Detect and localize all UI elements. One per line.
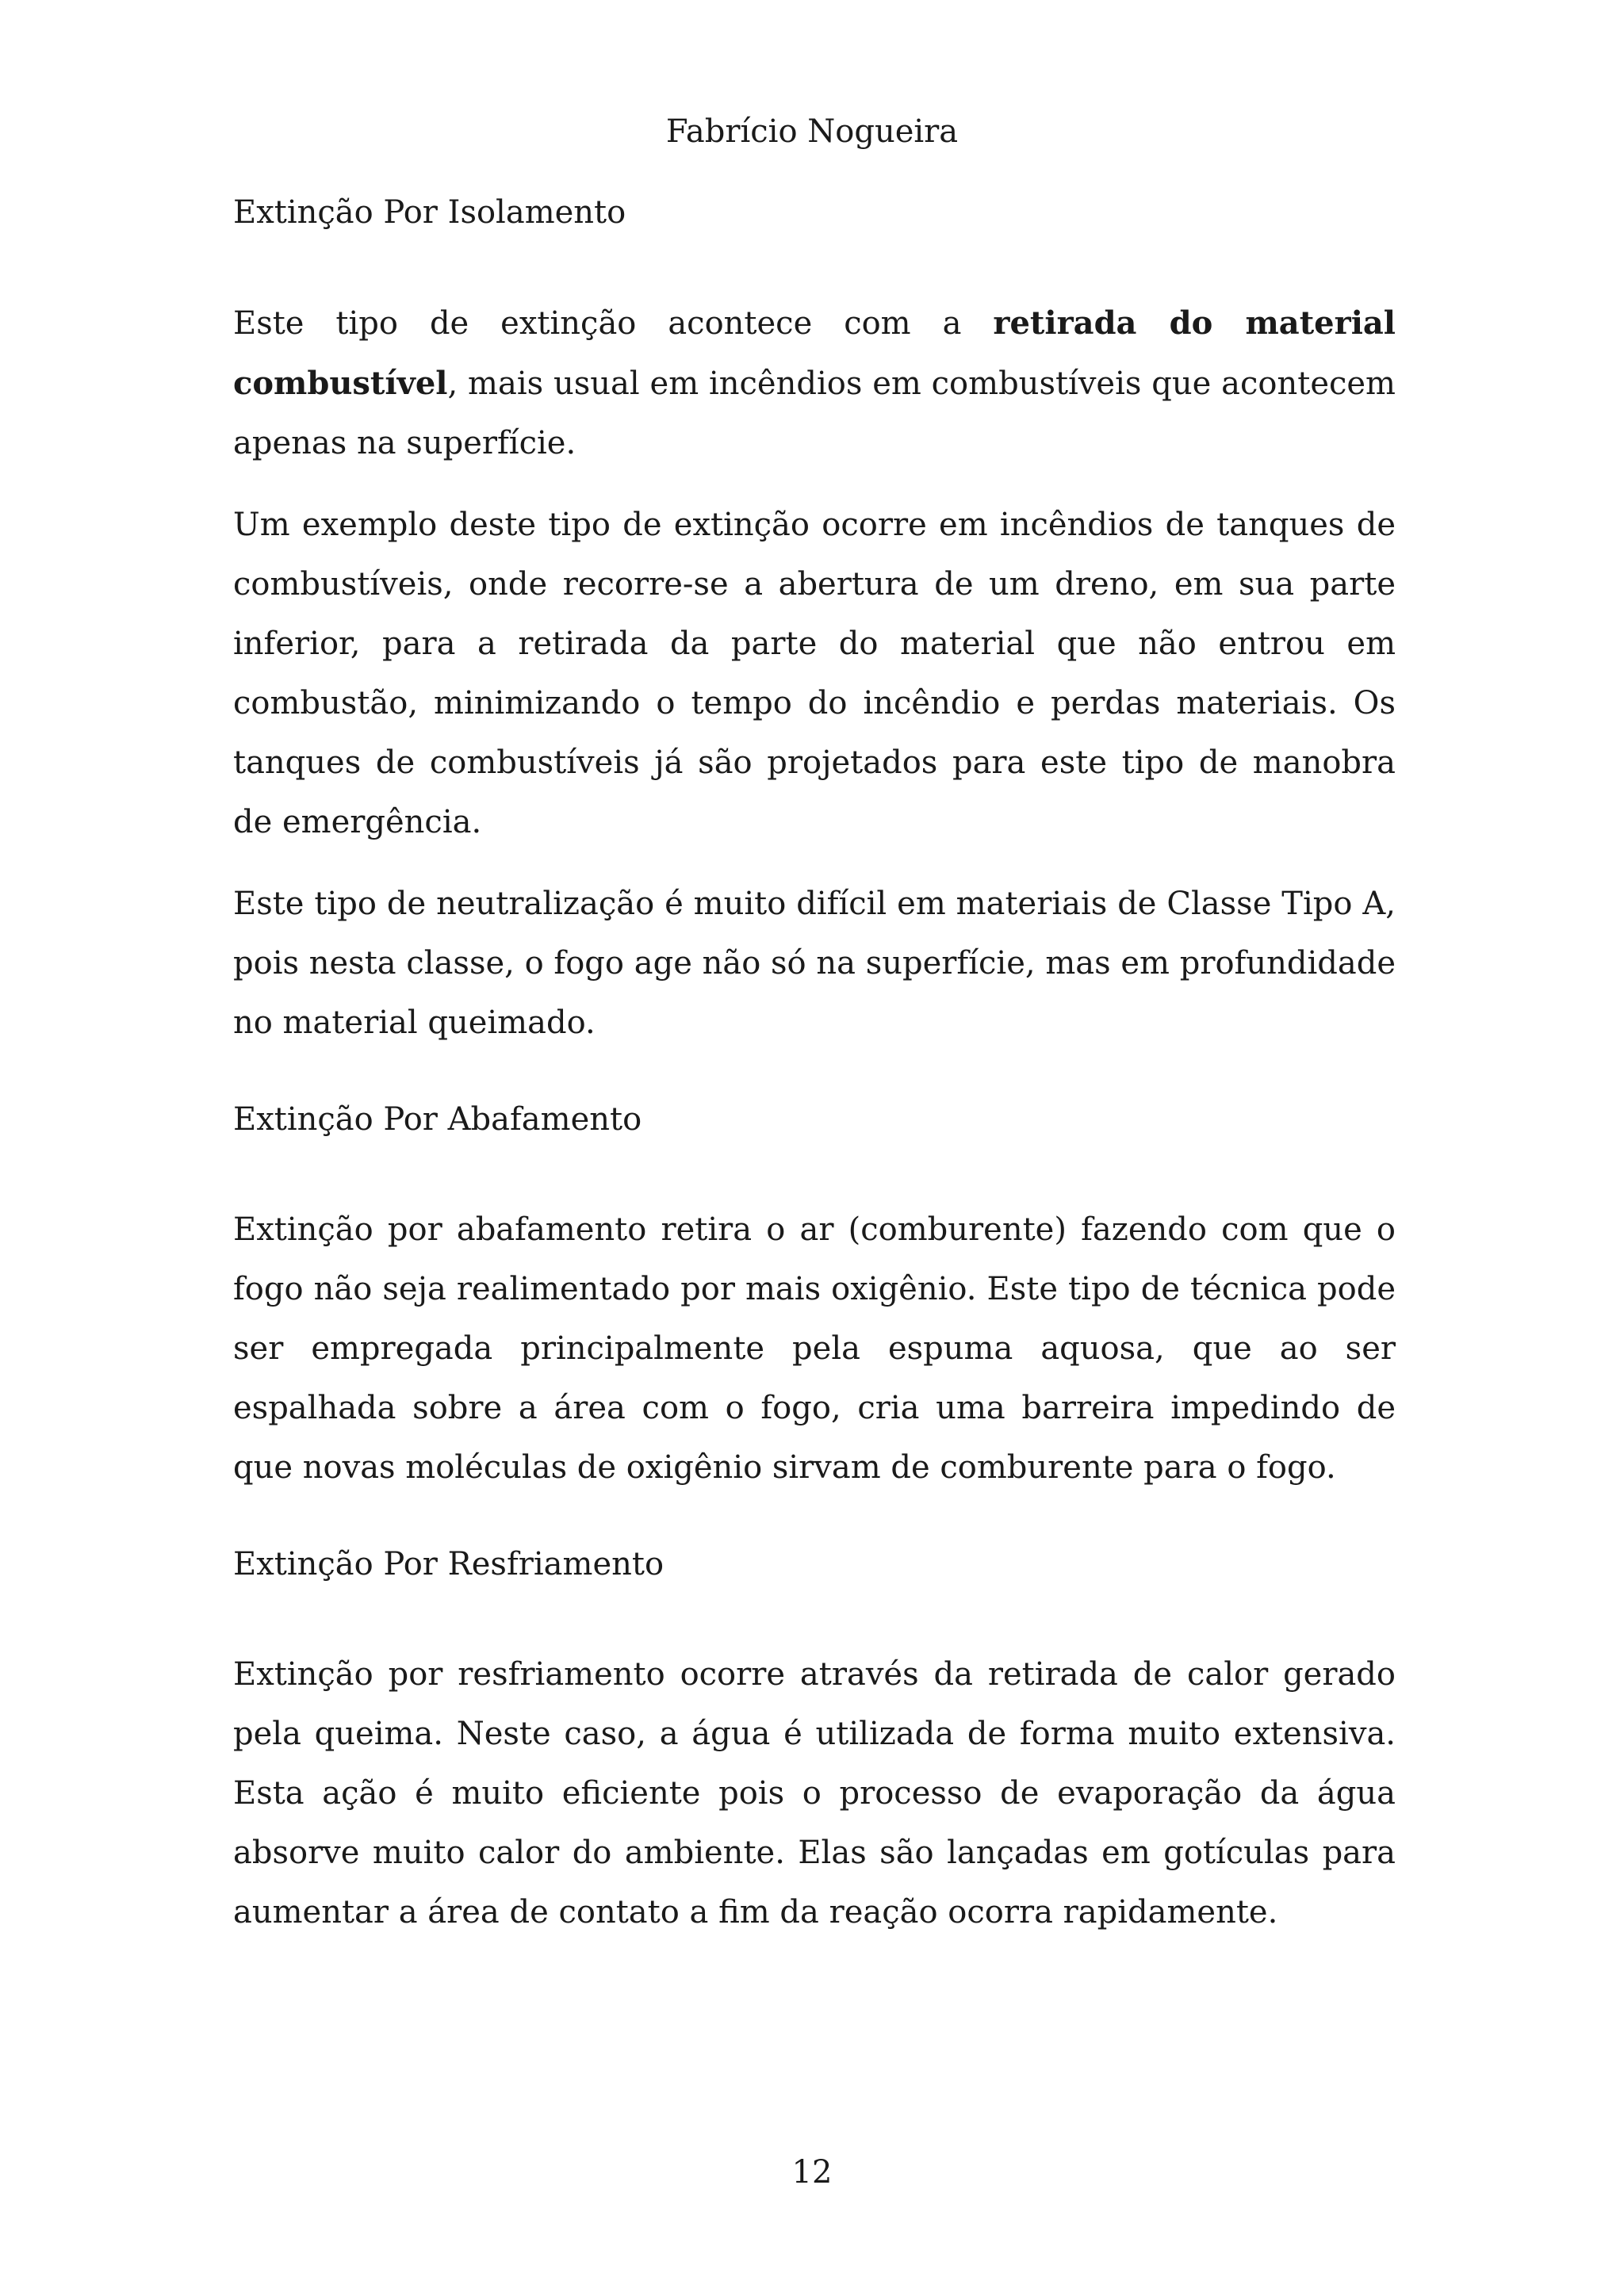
section-heading-resfriamento: Extinção Por Resfriamento: [233, 1546, 665, 1582]
paragraph: Este tipo de neutralização é muito difícil em materiais de Classe Tipo A, pois nesta classe, o fogo age não só na superfície, mas em profundidade no material queimado.: [233, 886, 1396, 1041]
page-number: 12: [791, 2154, 833, 2191]
section-heading-abafamento: Extinção Por Abafamento: [233, 1101, 642, 1138]
paragraph-text: Este tipo de extinção acontece com a: [233, 305, 994, 342]
bold-emphasis: retirada do material combustível: [233, 304, 1396, 402]
paragraph: [233, 293, 1396, 473]
paragraph-text: , mais usual em incêndios em combustíveis que acontecem apenas na superfície.: [233, 365, 1396, 461]
paragraph: Um exemplo deste tipo de extinção ocorre em incêndios de tanques de combustíveis, onde recorre-se a abertura de um dreno, em sua parte inferior, para a retirada da parte do material que não entrou em combustão, minimizando o tempo do incêndio e perdas materiais. Os tanques de combustíveis já são projetados para este tipo de manobra de emergência.: [233, 507, 1396, 840]
paragraph: Extinção por abafamento retira o ar (comburente) fazendo com que o fogo não seja realimentado por mais oxigênio. Este tipo de técnica pode ser empregada principalmente pela espuma aquosa, que ao ser espalhada sobre a área com o fogo, cria uma barreira impedindo de que novas moléculas de oxigênio sirvam de comburente para o fogo.: [233, 1211, 1396, 1486]
page-body: [233, 190, 1396, 1942]
paragraph: Extinção por resfriamento ocorre através da retirada de calor gerado pela queima. Neste caso, a água é utilizada de forma muito extensiva. Esta ação é muito eficiente pois o processo de evaporação da água absorve muito calor do ambiente. Elas são lançadas em gotículas para aumentar a área de contato a fim da reação ocorra rapidamente.: [233, 1656, 1396, 1931]
running-header-author: Fabrício Nogueira: [665, 113, 959, 150]
section-heading-isolamento: Extinção Por Isolamento: [233, 194, 626, 231]
